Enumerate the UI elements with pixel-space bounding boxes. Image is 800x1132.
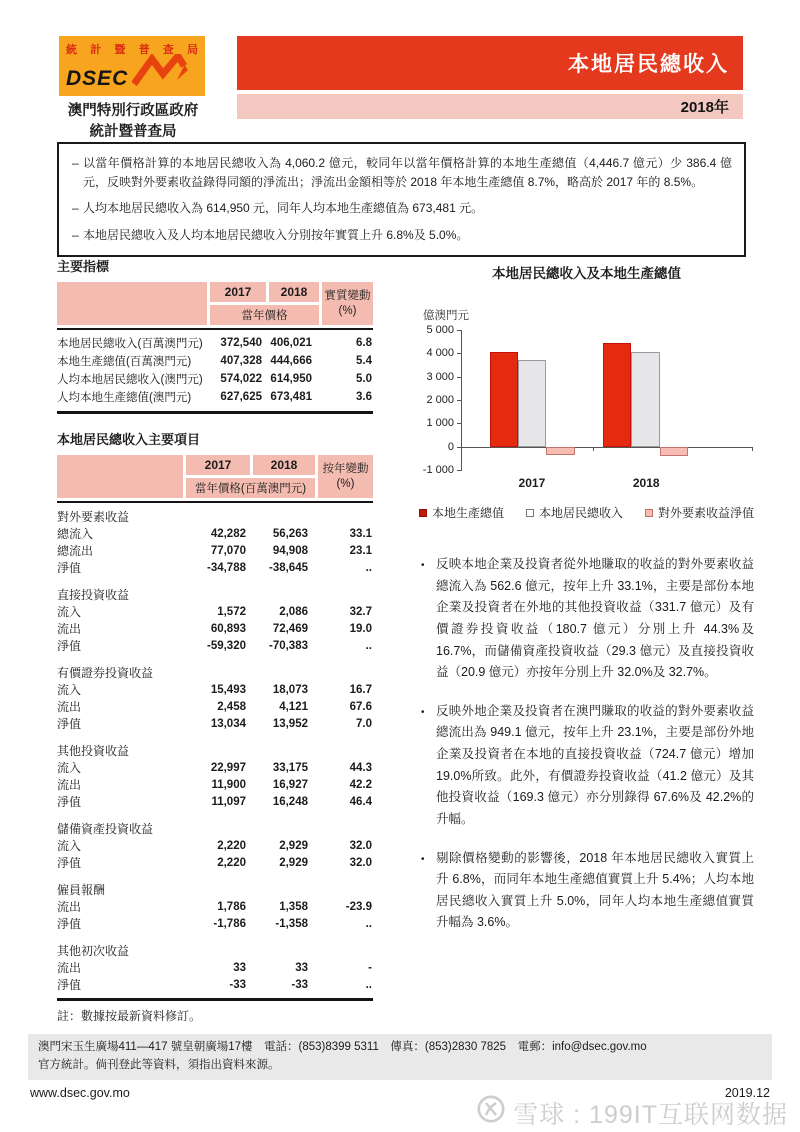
value-2018: 33 xyxy=(295,961,308,974)
y-axis-tick xyxy=(457,423,462,424)
contact-info: 澳門宋玉生廣場411—417 號皇朝廣場17樓 電話：(853)8399 5311 傳真：(853)2830 7825 電郵：info@dsec.gov.mo xyxy=(38,1041,647,1053)
analysis-bullet: • 反映本地企業及投資者從外地賺取的收益的對外要素收益總流入為 562.6 億元，按年上升 33.1%，主要是部份本地企業及投資者在外地的其他投資收益（331.7 億元）及有價證券投資收益（180.7 億元）分別上升 44.3%及 16.7%，而儲備資產投資收益（29.3 億元）及直接投資收益（20.9 億元）亦按年分別上升 32.0%及 32.7%。 xyxy=(419,554,754,684)
change-value: 44.3 xyxy=(349,761,372,774)
row-label: 人均本地生產總值(澳門元) xyxy=(57,392,192,404)
logo-bureau-name: 統 計 暨 普 查 局 xyxy=(66,44,198,56)
table-row xyxy=(57,776,373,793)
y-axis-tick-label: 0 xyxy=(447,440,454,453)
y-axis-tick xyxy=(457,330,462,331)
change-value: .. xyxy=(365,561,372,574)
value-2017: -1,786 xyxy=(213,917,246,930)
legend-label: 對外要素收益淨值 xyxy=(658,506,755,520)
value-2018: 673,481 xyxy=(270,391,312,403)
section-header: 其他投資收益 xyxy=(57,743,130,758)
change-value: 42.2 xyxy=(349,778,372,791)
source-statement: 官方統計。倘刊登此等資料，須指出資料來源。 xyxy=(38,1058,280,1071)
change-value: - xyxy=(368,961,372,974)
column-header-2017: 2017 xyxy=(186,455,250,475)
legend-label: 本地生產總值 xyxy=(432,506,505,520)
table-row xyxy=(57,959,373,976)
row-label: 淨值 xyxy=(57,856,82,870)
publication-date: 2019.12 xyxy=(724,1086,770,1100)
y-axis-tick-label: 3 000 xyxy=(426,370,454,383)
bar-2018-對外要素收益淨值 xyxy=(660,447,688,456)
row-label: 淨值 xyxy=(57,978,82,992)
main-items-title: 本地居民總收入主要項目 xyxy=(57,432,201,447)
highlight-item: – 以當年價格計算的本地居民總收入為 4,060.2 億元，較同年以當年價格計算的本地生產總值（4,446.7 億元）少 386.4 億元，反映對外要素收益錄得同額的淨流出；淨流出金額相等於 2018 年本地生產總值 8.7%，略高於 2017 年的 8.5%。 xyxy=(69,154,732,191)
column-header-2018: 2018 xyxy=(269,282,319,302)
section-header: 有價證券投資收益 xyxy=(57,665,154,680)
dot-bullet: • xyxy=(421,706,425,718)
table-row xyxy=(57,793,373,810)
value-2018: -33 xyxy=(291,978,308,991)
value-2018: -1,358 xyxy=(275,917,308,930)
blank-header-cell xyxy=(57,282,207,325)
dash-bullet: – xyxy=(72,156,79,170)
chart-title: 本地居民總收入及本地生產總值 xyxy=(492,266,682,281)
bar-2017-本地生產總值 xyxy=(490,352,518,447)
row-label: 流出 xyxy=(57,900,82,914)
change-value: 32.0 xyxy=(349,839,372,852)
change-value: 5.4 xyxy=(356,355,372,367)
value-2017: 42,282 xyxy=(210,527,246,540)
table-row xyxy=(57,388,373,406)
change-value: 3.6 xyxy=(356,391,372,403)
main-items-body xyxy=(57,501,373,1001)
value-2017: 15,493 xyxy=(210,683,246,696)
y-axis-tick xyxy=(457,377,462,378)
header xyxy=(57,36,743,142)
row-label: 流入 xyxy=(57,761,82,775)
y-axis-tick-label: 4 000 xyxy=(426,347,454,360)
section-header: 直接投資收益 xyxy=(57,587,130,602)
dash-bullet: – xyxy=(72,201,79,216)
main-items-header xyxy=(57,455,373,498)
value-2017: 1,572 xyxy=(217,605,246,618)
dsec-logo-block xyxy=(57,36,225,142)
row-label: 本地生產總值(百萬澳門元) xyxy=(57,356,192,368)
change-value: 67.6 xyxy=(349,700,372,713)
row-label: 淨值 xyxy=(57,561,82,575)
value-2018: 94,908 xyxy=(272,544,308,557)
x-axis-tick xyxy=(752,447,753,451)
row-label: 人均本地居民總收入(澳門元) xyxy=(57,374,203,386)
change-value: .. xyxy=(365,639,372,652)
change-value: 7.0 xyxy=(356,717,372,730)
dsec-logo xyxy=(59,36,205,96)
change-value: -23.9 xyxy=(345,900,372,913)
column-header-change: 按年變動 (%) xyxy=(318,455,373,498)
table-row xyxy=(57,837,373,854)
y-axis-tick-label: 5 000 xyxy=(426,324,454,336)
row-label: 淨值 xyxy=(57,917,82,931)
value-2018: 406,021 xyxy=(270,337,312,349)
value-2017: 11,900 xyxy=(211,778,246,791)
row-label: 淨值 xyxy=(57,717,82,731)
change-value: 32.7 xyxy=(349,605,372,618)
bar-2018-本地生產總值 xyxy=(603,343,631,447)
value-2017: 22,997 xyxy=(210,761,246,774)
highlights-box xyxy=(57,142,746,257)
key-indicators-header xyxy=(57,282,373,325)
value-2017: -33 xyxy=(229,978,246,991)
analysis-bullet: • 反映外地企業及投資者在澳門賺取的收益的對外要素收益總流出為 949.1 億元，按年上升 23.1%，主要是部份外地企業及投資者在本地的直接投資收益（724.7 億元）增加 19.0%所致。此外，有價證券投資收益（41.2 億元）及其他投資收益（169.3 億元）亦分別錄得 67.6%及 42.2%的升幅。 xyxy=(419,701,754,831)
value-2018: 13,952 xyxy=(272,717,308,730)
footer-contact-box xyxy=(28,1034,772,1080)
column-subheader-prices: 當年價格 xyxy=(210,305,319,325)
key-indicators-table xyxy=(57,282,373,414)
analysis-bullet: • 剔除價格變動的影響後，2018 年本地居民總收入實質上升 6.8%，而同年本地生產總值實質上升 5.4%；人均本地居民總收入實質上升 5.0%，同年人均本地生產總值實質升幅為 3.6%。 xyxy=(419,848,754,935)
y-axis-tick xyxy=(457,470,462,471)
table-row xyxy=(57,620,373,637)
dash-bullet: – xyxy=(72,227,79,242)
highlight-item: – 本地居民總收入及人均本地居民總收入分別按年實質上升 6.8%及 5.0%。 xyxy=(69,226,732,245)
value-2017: 372,540 xyxy=(220,337,262,349)
change-value: 23.1 xyxy=(349,544,372,557)
value-2017: 574,022 xyxy=(220,373,262,385)
row-label: 本地居民總收入(百萬澳門元) xyxy=(57,338,203,350)
agency-name: 澳門特別行政區政府 統計暨普查局 xyxy=(67,103,199,140)
row-label: 淨值 xyxy=(57,639,82,653)
value-2017: 2,220 xyxy=(217,839,246,852)
table-row xyxy=(57,759,373,776)
change-value: 6.8 xyxy=(356,337,372,349)
row-label: 淨值 xyxy=(57,795,82,809)
highlight-item: – 人均本地居民總收入為 614,950 元，同年人均本地生產總值為 673,481 元。 xyxy=(69,199,732,218)
value-2018: -70,383 xyxy=(268,639,308,652)
table-row xyxy=(57,370,373,388)
title-banners xyxy=(237,36,743,142)
value-2017: 407,328 xyxy=(220,355,262,367)
main-items-table xyxy=(57,455,373,1001)
row-label: 流出 xyxy=(57,700,82,714)
table-row xyxy=(57,976,373,993)
section-header: 儲備資產投資收益 xyxy=(57,821,154,836)
value-2018: 18,073 xyxy=(272,683,308,696)
table-row xyxy=(57,525,373,542)
value-2018: -38,645 xyxy=(268,561,308,574)
value-2017: -34,788 xyxy=(206,561,246,574)
table-row xyxy=(57,637,373,654)
key-indicators-title: 主要指標 xyxy=(57,259,110,274)
table-row xyxy=(57,715,373,732)
value-2018: 444,666 xyxy=(270,355,312,367)
x-axis-label: 2018 xyxy=(632,476,660,490)
table-row xyxy=(57,352,373,370)
legend-item xyxy=(419,504,504,521)
value-2018: 72,469 xyxy=(272,622,308,635)
value-2017: 1,786 xyxy=(217,900,246,913)
value-2017: 11,097 xyxy=(211,795,246,808)
legend-marker-icon xyxy=(526,509,534,517)
y-axis-tick xyxy=(457,447,462,448)
value-2017: 627,625 xyxy=(220,391,262,403)
left-column xyxy=(57,252,373,1024)
xueqiu-logo-icon xyxy=(476,1094,506,1131)
watermark xyxy=(476,1094,788,1131)
value-2018: 33,175 xyxy=(272,761,308,774)
table-row xyxy=(57,854,373,871)
watermark-text: 雪球 : 199IT互联网数据 xyxy=(513,1100,788,1129)
row-label: 流入 xyxy=(57,839,82,853)
blank-header-cell xyxy=(57,455,183,498)
row-label: 流入 xyxy=(57,605,82,619)
column-header-2017: 2017 xyxy=(210,282,266,302)
x-axis-tick xyxy=(593,447,594,451)
legend-item xyxy=(645,504,754,521)
row-label: 流出 xyxy=(57,622,82,636)
value-2018: 16,248 xyxy=(272,795,308,808)
bar-2017-對外要素收益淨值 xyxy=(546,447,574,455)
legend-label: 本地居民總收入 xyxy=(539,506,624,520)
value-2017: 2,458 xyxy=(217,700,246,713)
value-2018: 2,086 xyxy=(279,605,308,618)
value-2018: 2,929 xyxy=(279,856,308,869)
chart-x-labels xyxy=(461,476,754,494)
analysis-section xyxy=(419,554,754,934)
value-2018: 56,263 xyxy=(272,527,308,540)
value-2018: 1,358 xyxy=(279,900,308,913)
content-columns xyxy=(57,252,754,1024)
y-axis-tick-label: -1 000 xyxy=(422,464,454,476)
column-header-change: 實質變動 (%) xyxy=(322,282,373,325)
value-2018: 16,927 xyxy=(272,778,308,791)
row-label: 總流出 xyxy=(57,544,94,558)
change-value: 32.0 xyxy=(349,856,372,869)
y-axis-tick xyxy=(457,353,462,354)
change-value: .. xyxy=(365,978,372,991)
value-2017: 2,220 xyxy=(217,856,246,869)
value-2018: 4,121 xyxy=(279,700,308,713)
value-2017: -59,320 xyxy=(206,639,246,652)
section-header: 對外要素收益 xyxy=(57,509,130,524)
y-axis-tick-label: 2 000 xyxy=(426,394,454,406)
value-2017: 13,034 xyxy=(210,717,246,730)
value-2017: 33 xyxy=(233,961,246,974)
column-subheader-prices: 當年價格(百萬澳門元) xyxy=(186,478,315,498)
row-label: 流出 xyxy=(57,778,82,792)
table-row xyxy=(57,542,373,559)
table-row xyxy=(57,698,373,715)
change-value: 33.1 xyxy=(349,527,372,540)
y-axis-tick-label: 1 000 xyxy=(426,417,454,430)
change-value: .. xyxy=(365,917,372,930)
value-2018: 614,950 xyxy=(270,373,312,385)
lightning-icon xyxy=(132,54,196,91)
bar-2018-本地居民總收入 xyxy=(631,352,659,447)
legend-marker-icon xyxy=(645,509,653,517)
chart-unit-label: 億澳門元 xyxy=(423,310,469,322)
bar-2017-本地居民總收入 xyxy=(518,360,546,447)
dot-bullet: • xyxy=(421,560,425,571)
website-url[interactable]: www.dsec.gov.mo xyxy=(30,1086,130,1100)
change-value: 46.4 xyxy=(349,795,372,808)
value-2018: 2,929 xyxy=(279,839,308,852)
legend-item xyxy=(526,504,623,521)
table-row xyxy=(57,559,373,576)
change-value: 19.0 xyxy=(349,622,372,635)
key-indicators-body xyxy=(57,328,373,414)
x-axis-label: 2017 xyxy=(518,476,546,490)
report-year-banner: 2018年 xyxy=(237,94,743,119)
table-row xyxy=(57,898,373,915)
x-axis-line xyxy=(462,447,752,448)
y-axis-tick xyxy=(457,400,462,401)
row-label: 流入 xyxy=(57,683,82,697)
report-title-banner: 本地居民總收入 xyxy=(237,36,743,90)
chart-legend xyxy=(419,504,754,521)
row-label: 總流入 xyxy=(57,527,94,541)
table-row xyxy=(57,603,373,620)
value-2017: 60,893 xyxy=(210,622,246,635)
change-value: 5.0 xyxy=(356,373,372,385)
table-row xyxy=(57,681,373,698)
change-value: 16.7 xyxy=(349,683,372,696)
section-header: 其他初次收益 xyxy=(57,943,130,958)
table-row xyxy=(57,334,373,352)
dot-bullet: • xyxy=(421,853,425,865)
table-note: 註：數據按最新資料修訂。 xyxy=(57,1009,202,1023)
column-header-2018: 2018 xyxy=(253,455,315,475)
legend-marker-icon xyxy=(419,509,427,517)
table-row xyxy=(57,915,373,932)
right-column xyxy=(419,252,754,1024)
row-label: 流出 xyxy=(57,961,82,975)
chart-plot xyxy=(422,324,752,476)
value-2017: 77,070 xyxy=(210,544,246,557)
section-header: 僱員報酬 xyxy=(57,882,106,897)
logo-acronym: DSEC xyxy=(66,67,129,90)
